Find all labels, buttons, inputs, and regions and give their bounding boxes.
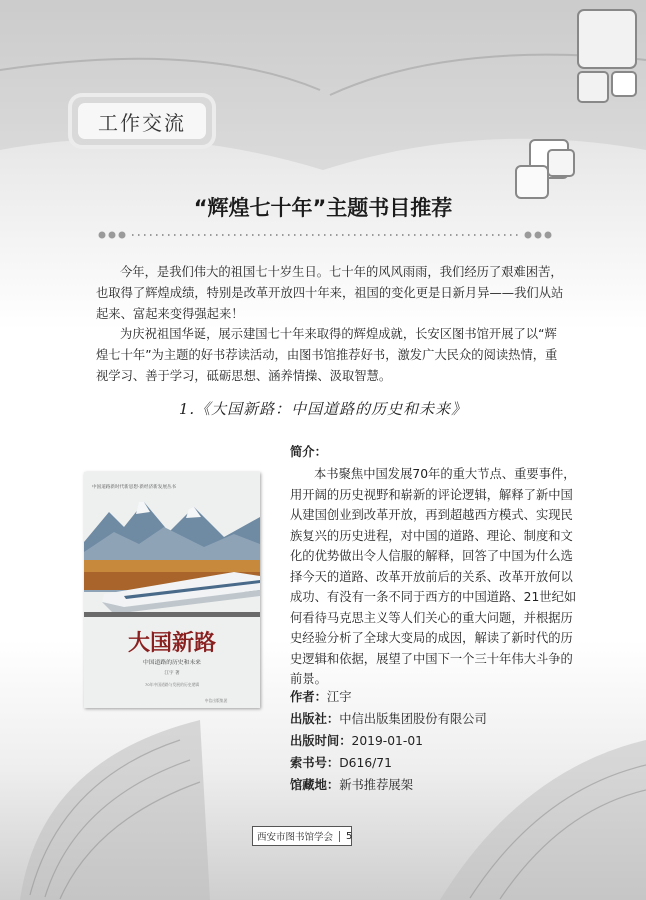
footer-journal-name: 西安市图书馆学会	[257, 832, 334, 843]
dotted-divider	[96, 228, 554, 242]
cover-author: 江宇 著	[164, 671, 180, 676]
cover-top-text: 中国道路新时代新思想·新经济新发展丛书	[92, 485, 177, 490]
summary-line: 用开阔的历史视野和崭新的评论逻辑，解释了新中国	[290, 487, 573, 502]
cover-subtitle: 中国道路的历史和未来	[143, 660, 201, 666]
summary-line: 本书聚焦中国发展70年的重大节点、重要事件，	[314, 467, 576, 481]
meta-label: 馆藏地：	[290, 778, 340, 792]
summary-line: 择今天的道路、改革开放前后的关系、改革开放何以	[290, 569, 573, 584]
meta-location	[290, 775, 413, 793]
summary-line: 化的优势做出令人信服的解释，回答了中国为什么选	[290, 549, 573, 563]
intro-paragraph-2	[96, 324, 556, 387]
meta-value: 江宇	[326, 690, 352, 704]
paragraph-line: 煌七十年”为主题的好书荐读活动，由图书馆推荐好书，激发广大民众的阅读热情，重	[96, 348, 558, 362]
meta-call-number	[290, 753, 392, 771]
meta-author	[290, 687, 352, 705]
cover-small-text: 70年中国道路与发展的历史逻辑	[144, 682, 200, 687]
summary-label: 简介：	[290, 445, 327, 459]
page-number: 5	[339, 831, 352, 842]
meta-value: D616/71	[339, 756, 392, 770]
meta-label: 出版社：	[290, 712, 340, 726]
meta-publish-date	[290, 731, 423, 749]
summary-line: 从建国创业到改革开放，再到超越西方模式、实现民	[290, 508, 573, 522]
summary-line: 族复兴的历史进程，对中国的道路、理论、制度和文	[290, 528, 573, 543]
meta-value: 2019-01-01	[351, 734, 423, 748]
meta-label: 出版时间：	[290, 734, 352, 748]
section-tag-label: 工作交流	[78, 103, 206, 139]
paragraph-line: 视学习、善于学习，砥砺思想、涵养情操、汲取智慧。	[96, 369, 392, 383]
meta-label: 索书号：	[290, 756, 340, 770]
book-cover-art	[84, 472, 260, 708]
meta-publisher	[290, 709, 487, 727]
paragraph-line: 今年，是我们伟大的祖国七十岁生日。七十年的风风雨雨，我们经历了艰难困苦，	[120, 265, 563, 279]
intro-paragraph-1	[96, 262, 564, 325]
article-title: “辉煌七十年”主题书目推荐	[193, 196, 453, 220]
paragraph-line: 为庆祝祖国华诞，展示建国七十年来取得的辉煌成就，长安区图书馆开展了以“辉	[120, 327, 557, 341]
meta-value: 新书推荐展架	[339, 778, 413, 792]
page-footer	[252, 826, 352, 846]
book-cover	[84, 472, 260, 708]
book-summary	[290, 464, 582, 690]
meta-value: 中信出版集团股份有限公司	[339, 712, 487, 726]
summary-line: 何看待马克思主义等人们关心的重大问题，并根据历	[290, 610, 573, 625]
meta-label: 作者：	[290, 690, 327, 704]
paragraph-line: 起来、富起来变得强起来！	[96, 307, 244, 321]
cover-title: 大国新路	[127, 630, 217, 656]
summary-line: 前景。	[290, 672, 327, 686]
summary-line: 史逻辑和依据，展望了中国下一个三十年伟大斗争的	[290, 651, 573, 666]
summary-line: 史经验分析了全球大变局的成因，解读了新时代的历	[290, 631, 573, 645]
section-tag	[72, 97, 212, 145]
book-heading: 1.《大国新路：中国道路的历史和未来》	[178, 400, 468, 418]
summary-line: 成功、有没有一条不同于西方的中国道路、21世纪如	[290, 590, 577, 604]
cover-publisher: 中信出版集团	[204, 698, 228, 703]
paragraph-line: 也取得了辉煌成绩，特别是改革开放四十年来，祖国的变化更是日新月异——我们从站	[96, 286, 564, 300]
